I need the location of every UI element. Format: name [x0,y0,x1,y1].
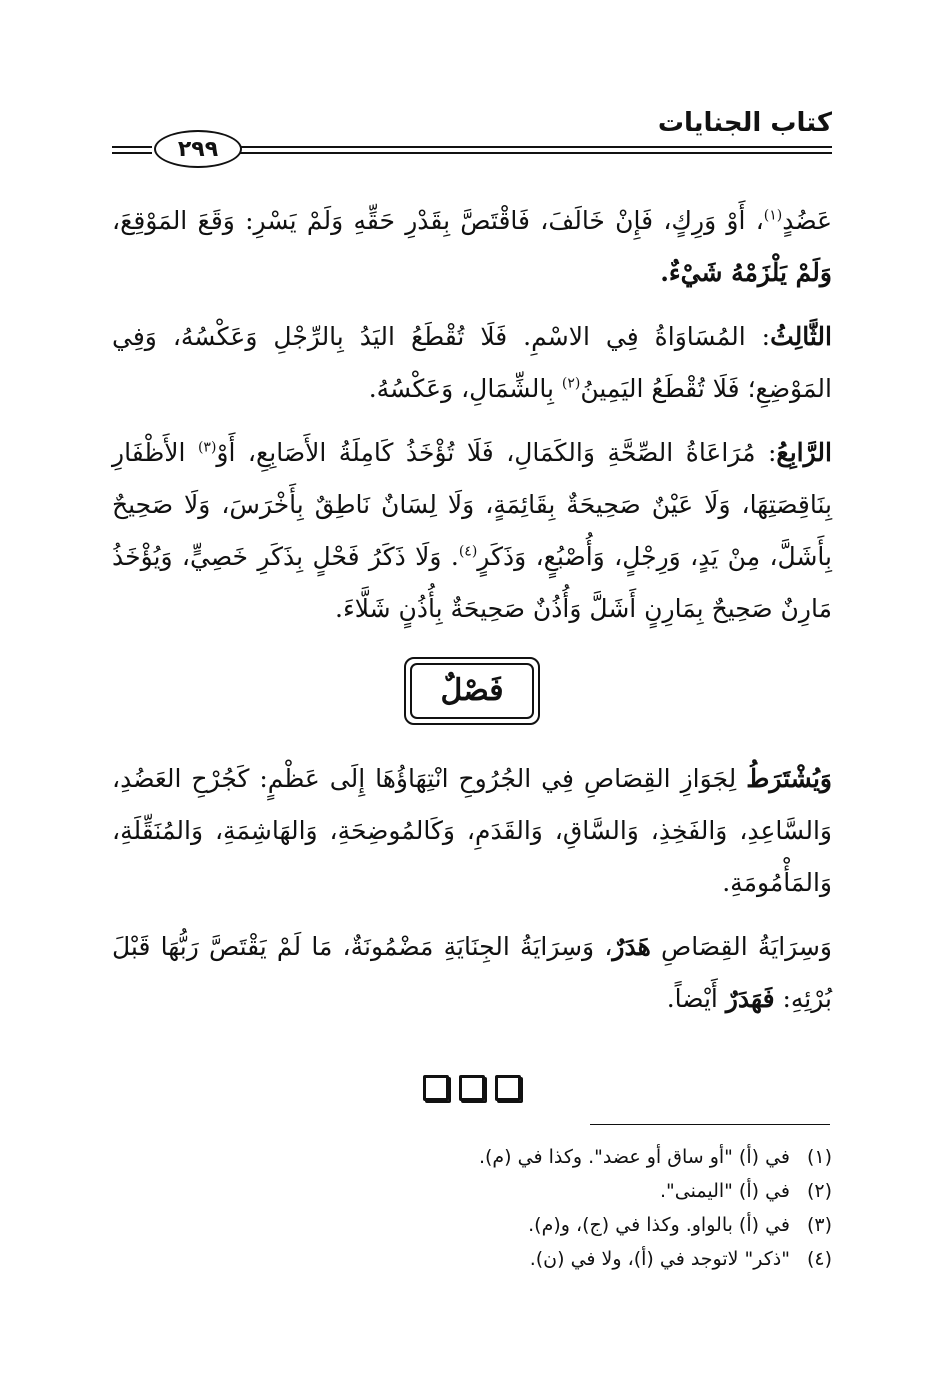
footnote-2 [112,1174,832,1208]
footnote-number: (٤) [806,1248,832,1270]
paragraph-5 [112,921,832,1025]
p2-lead: الثَّالِثُ [770,322,832,351]
p1-text-b: ، أَوْ وَرِكٍ، فَإِنْ خَالَفَ، فَاقْتَصَّ بِقَدْرِ حَقِّهِ وَلَمْ يَسْرِ: وَقَعَ المَوْقِعَ، [112,206,764,235]
footnote-3 [112,1208,832,1242]
book-title: كتاب الجنايات [657,108,832,138]
p1-text-c: وَلَمْ يَلْزَمْهُ شَيْءٌ. [660,258,832,287]
square-ornament-icon [495,1075,521,1101]
p5-text-b: ، وَسِرَايَةُ الجِنَايَةِ مَضْمُونَةٌ، مَا لَمْ يَقْتَصَّ رَبُّهَا قَبْلَ بُرْئِهِ: [112,932,832,1013]
footnotes [112,1140,832,1276]
p3-text-b: الأَظْفَارِ بِنَاقِصَتِهَا، وَلَا عَيْنٌ صَحِيحَةٌ بِقَائِمَةٍ، وَلَا لِسَانٌ نَاطِقٌ بِأَخْرَسَ، وَلَا صَحِيحٌ بِأَشَلَّ، مِنْ يَدٍ، وَرِجْلٍ، وَأُصْبُعٍ، وَذَكَرٍ [112,438,832,571]
header-rule-left [112,146,152,154]
footnote-number: (٢) [806,1180,832,1202]
p4-text-a: لِجَوَازِ القِصَاصِ فِي الجُرُوحِ انْتِهَاؤُهَا إِلَى عَظْمٍ: كَجُرْحِ العَضُدِ، وَالسَّاعِدِ، وَالفَخِذِ، وَالسَّاقِ، وَالقَدَمِ، وَكَالمُوضِحَةِ، وَالهَاشِمَةِ، وَالمُنَقِّلَةِ، وَالمَأْمُومَةِ. [112,764,832,897]
square-ornament-icon [423,1075,449,1101]
p5-bold-a: هَدَرٌ [612,932,651,961]
paragraph-3 [112,427,832,635]
footnote-text: في (أ) بالواو. وكذا في (ج)، و(م). [528,1214,790,1236]
page-header [112,108,832,168]
p2-text-b: بِالشِّمَالِ، وَعَكْسُهُ. [368,374,562,403]
p4-lead: وَيُشْتَرَطُ [746,764,832,793]
footnote-4 [112,1242,832,1276]
footnote-divider [590,1124,830,1125]
footnote-text: في (أ) "اليمنى". [660,1180,790,1202]
p3-text-a: : مُرَاعَاةُ الصِّحَّةِ وَالكَمَالِ، فَلَا تُؤْخَذُ كَامِلَةُ الأَصَابِعِ، أَوْ [216,438,777,467]
footnote-ref-4: (٤) [458,543,478,560]
footnote-ref-1: (١) [763,207,783,224]
paragraph-1 [112,195,832,299]
end-ornament [112,1075,832,1101]
paragraph-4 [112,753,832,909]
page-number: ٢٩٩ [154,130,242,168]
p3-text-c: . وَلَا ذَكَرُ فَحْلٍ بِذَكَرِ خَصِيٍّ، وَيُؤْخَذُ مَارِنٌ صَحِيحٌ بِمَارِنٍ أَشَلَّ وَأُذُنٌ صَحِيحَةٌ بِأُذُنٍ شَلَّاءَ. [112,542,832,623]
footnote-number: (٣) [806,1214,832,1236]
p2-text-a: : المُسَاوَاةُ فِي الاسْمِ. فَلَا تُقْطَعُ اليَدُ بِالرِّجْلِ وَعَكْسُهُ، وَفِي المَوْضِعِ؛ فَلَا تُقْطَعُ اليَمِينُ [112,322,832,403]
main-text [112,195,832,1101]
footnote-1 [112,1140,832,1174]
footnote-text: "ذكر" لاتوجد في (أ)، ولا في (ن). [529,1248,790,1270]
footnote-text: في (أ) "أو ساق أو عضد". وكذا في (م). [478,1146,790,1168]
footnote-ref-3: (٣) [197,439,217,456]
p5-text-c: أَيْضاً. [666,984,726,1013]
footnote-number: (١) [806,1146,832,1168]
paragraph-2 [112,311,832,415]
header-rule-right [240,146,832,154]
section-heading: فَصْلٌ [410,663,534,719]
p5-text-a: وَسِرَايَةُ القِصَاصِ [650,932,832,961]
p3-lead: الرَّابِعُ [776,438,832,467]
p1-text-a: عَضُدٍ [782,206,832,235]
p5-bold-b: فَهَدَرٌ [725,984,775,1013]
square-ornament-icon [459,1075,485,1101]
section-heading-box [404,657,540,725]
footnote-ref-2: (٢) [561,375,581,392]
